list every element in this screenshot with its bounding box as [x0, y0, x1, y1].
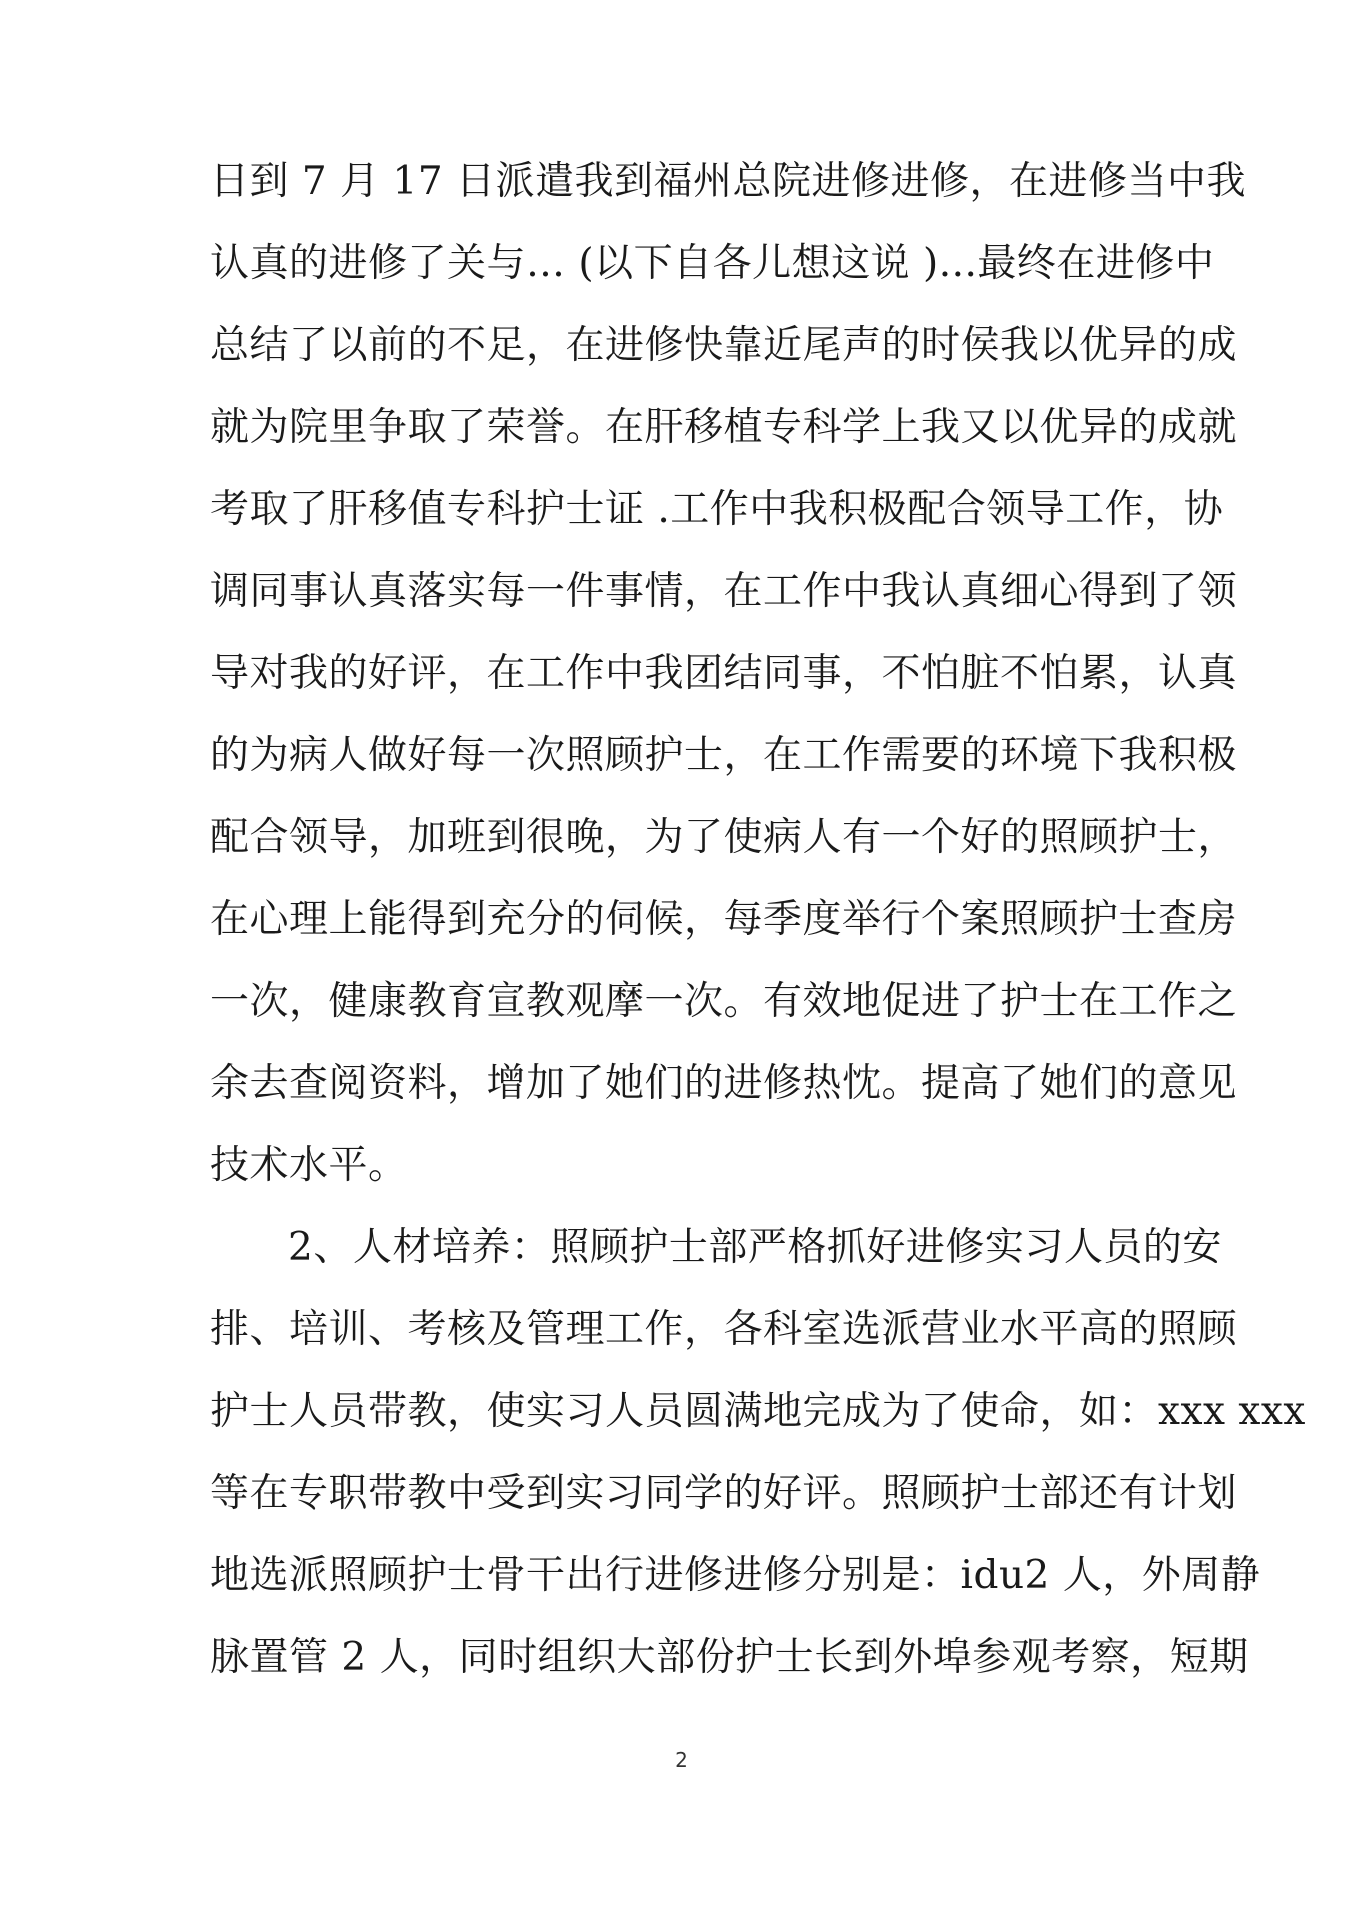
- paragraph-start-line: 2、人材培养：照顾护士部严格抓好进修实习人员的安: [288, 1225, 1222, 1270]
- text-line: 考取了肝移值专科护士证 .工作中我积极配合领导工作，协: [210, 487, 1224, 532]
- text-line: 认真的进修了关与… (以下自各儿想这说 )...最终在进修中: [210, 241, 1215, 286]
- text-line: 余去查阅资料，增加了她们的进修热忱。提高了她们的意见: [210, 1061, 1238, 1106]
- text-line: 调同事认真落实每一件事情，在工作中我认真细心得到了领: [210, 569, 1238, 614]
- text-line: 一次，健康教育宣教观摩一次。有效地促进了护士在工作之: [210, 979, 1238, 1024]
- text-line: 总结了以前的不足，在进修快靠近尾声的时侯我以优异的成: [210, 323, 1238, 368]
- text-line: 日到 7 月 17 日派遣我到福州总院进修进修，在进修当中我: [210, 159, 1247, 204]
- text-line: 脉置管 2 人，同时组织大部份护士长到外埠参观考察，短期: [210, 1635, 1249, 1680]
- text-line: 排、培训、考核及管理工作，各科室选派营业水平高的照顾: [210, 1307, 1238, 1352]
- body-text: [210, 152, 1306, 1710]
- text-line: 导对我的好评，在工作中我团结同事，不怕脏不怕累，认真: [210, 651, 1238, 696]
- text-line: 在心理上能得到充分的伺候，每季度举行个案照顾护士查房: [210, 897, 1238, 942]
- text-line: 技术水平。: [210, 1143, 408, 1188]
- text-line: 地选派照顾护士骨干出行进修进修分别是：idu2 人，外周静: [210, 1553, 1261, 1598]
- text-line: 配合领导，加班到很晚，为了使病人有一个好的照顾护士，: [210, 815, 1238, 860]
- text-line: 的为病人做好每一次照顾护士，在工作需要的环境下我积极: [210, 733, 1238, 778]
- text-line: 护士人员带教，使实习人员圆满地完成为了使命，如：xxx xxx: [210, 1389, 1306, 1434]
- text-line: 等在专职带教中受到实习同学的好评。照顾护士部还有计划: [210, 1471, 1238, 1516]
- page-number: 2: [675, 1748, 688, 1772]
- text-line: 就为院里争取了荣誉。在肝移植专科学上我又以优异的成就: [210, 405, 1238, 450]
